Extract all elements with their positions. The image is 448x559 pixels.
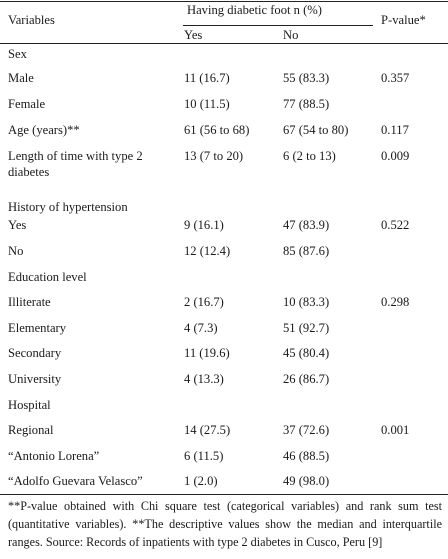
row-label: History of hypertension bbox=[8, 200, 128, 214]
row-yes: 1 (2.0) bbox=[184, 474, 218, 488]
row-label: Sex bbox=[8, 47, 27, 61]
row-no: 6 (2 to 13) bbox=[283, 149, 336, 163]
row-label: “Antonio Lorena” bbox=[8, 449, 100, 463]
row-label: “Adolfo Guevara Velasco” bbox=[8, 474, 143, 488]
header-rule bbox=[0, 43, 448, 44]
row-label: Elementary bbox=[8, 321, 67, 335]
row-label: Yes bbox=[8, 218, 27, 232]
row-p: 0.009 bbox=[381, 149, 410, 163]
row-no: 55 (83.3) bbox=[283, 71, 330, 85]
row-yes: 10 (11.5) bbox=[184, 97, 230, 111]
row-label: University bbox=[8, 372, 62, 386]
row-label: Illiterate bbox=[8, 295, 51, 309]
bottom-rule bbox=[0, 494, 448, 495]
row-label: Length of time with type 2 diabetes bbox=[8, 149, 143, 179]
row-label: Female bbox=[8, 97, 46, 111]
row-yes: 6 (11.5) bbox=[184, 449, 224, 463]
row-yes: 11 (16.7) bbox=[184, 71, 230, 85]
table-footnote: **P-value obtained with Chi square test (categorical variables) and rank sum test (quantitative variables). **The descriptive values show the median and interquartile ranges. Source: Records of inpatients with type 2 diabetes in Cusco, Peru [9] bbox=[8, 499, 442, 549]
header-variables: Variables bbox=[8, 13, 55, 27]
row-yes: 4 (7.3) bbox=[184, 321, 218, 335]
row-p: 0.117 bbox=[381, 123, 409, 137]
header-pvalue: P-value* bbox=[381, 13, 426, 27]
row-no: 49 (98.0) bbox=[283, 474, 330, 488]
row-p: 0.298 bbox=[381, 295, 410, 309]
row-label: Regional bbox=[8, 423, 54, 437]
row-yes: 13 (7 to 20) bbox=[184, 149, 244, 163]
row-label: Male bbox=[8, 71, 34, 85]
row-no: 47 (83.9) bbox=[283, 218, 330, 232]
row-no: 26 (86.7) bbox=[283, 372, 330, 386]
header-yes: Yes bbox=[184, 28, 203, 42]
header-no: No bbox=[283, 28, 299, 42]
row-yes: 4 (13.3) bbox=[184, 372, 224, 386]
row-label: No bbox=[8, 244, 24, 258]
row-yes: 2 (16.7) bbox=[184, 295, 224, 309]
row-yes: 11 (19.6) bbox=[184, 346, 230, 360]
row-no: 85 (87.6) bbox=[283, 244, 330, 258]
row-yes: 12 (12.4) bbox=[184, 244, 231, 258]
row-no: 10 (83.3) bbox=[283, 295, 330, 309]
header-group: Having diabetic foot n (%) bbox=[187, 3, 322, 17]
row-no: 37 (72.6) bbox=[283, 423, 330, 437]
row-p: 0.357 bbox=[381, 71, 410, 85]
row-p: 0.522 bbox=[381, 218, 410, 232]
row-no: 77 (88.5) bbox=[283, 97, 330, 111]
row-yes: 14 (27.5) bbox=[184, 423, 231, 437]
row-yes: 61 (56 to 68) bbox=[184, 123, 250, 137]
row-no: 46 (88.5) bbox=[283, 449, 330, 463]
group-rule bbox=[183, 25, 373, 26]
row-no: 67 (54 to 80) bbox=[283, 123, 349, 137]
row-label: Hospital bbox=[8, 398, 51, 412]
row-label: Secondary bbox=[8, 346, 62, 360]
row-p: 0.001 bbox=[381, 423, 410, 437]
row-no: 51 (92.7) bbox=[283, 321, 330, 335]
row-yes: 9 (16.1) bbox=[184, 218, 224, 232]
row-label: Education level bbox=[8, 270, 87, 284]
row-no: 45 (80.4) bbox=[283, 346, 330, 360]
row-label: Age (years)** bbox=[8, 123, 80, 137]
